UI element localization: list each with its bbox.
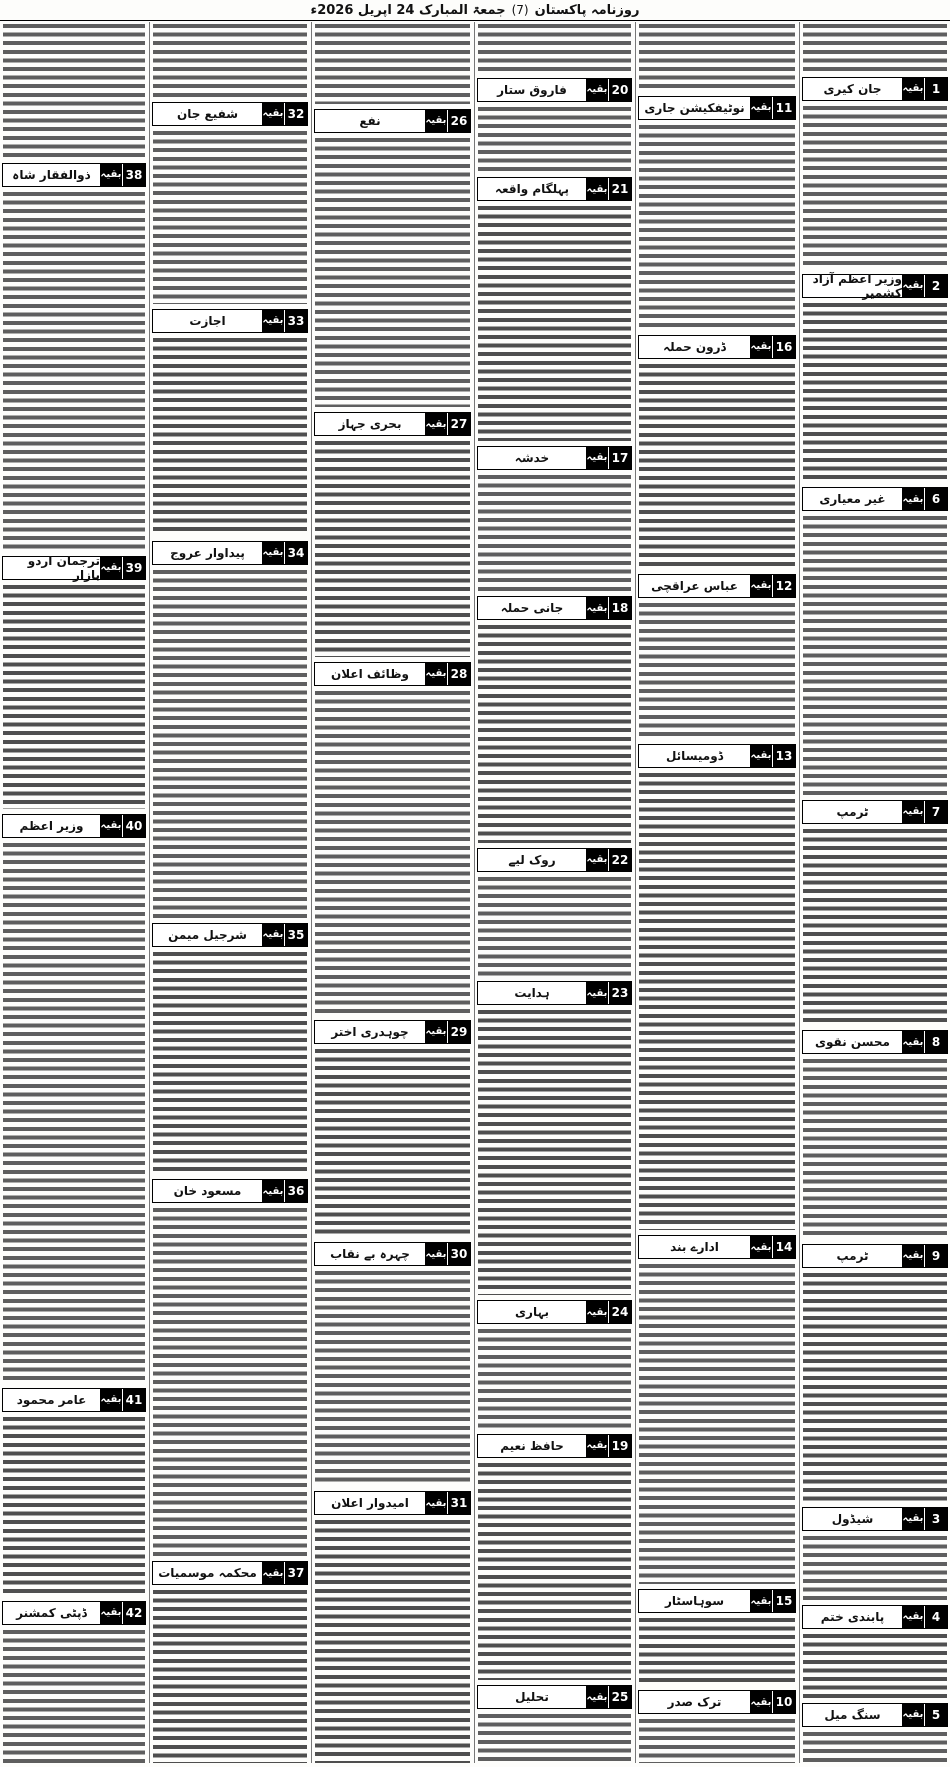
story-title: محسن نقوی xyxy=(803,1031,902,1053)
continued-tag: بقیہ xyxy=(586,1301,608,1323)
story-text xyxy=(3,1415,145,1596)
story-text xyxy=(478,875,631,976)
story-text xyxy=(315,1518,470,1763)
story-header xyxy=(152,923,308,947)
continued-tag: بقیہ xyxy=(586,79,608,101)
continued-tag: بقیہ xyxy=(262,924,284,946)
continued-tag: بقیہ xyxy=(902,801,924,823)
story-header xyxy=(802,1030,948,1054)
story-number: 10 xyxy=(772,1691,795,1713)
story-title: اجازت xyxy=(153,310,262,332)
story-number: 21 xyxy=(608,178,631,200)
story-number: 3 xyxy=(924,1508,947,1530)
story-text xyxy=(639,362,795,569)
story-text xyxy=(3,583,145,809)
story-number: 14 xyxy=(772,1236,795,1258)
story-text xyxy=(3,841,145,1383)
story-text xyxy=(315,1269,470,1486)
story-text xyxy=(153,129,307,304)
story-number: 12 xyxy=(772,575,795,597)
story-number: 7 xyxy=(924,801,947,823)
column-rule xyxy=(149,22,150,1763)
story-header xyxy=(638,574,796,598)
story-number: 28 xyxy=(447,663,470,685)
story-title: پابندی ختم xyxy=(803,1606,902,1628)
story-header xyxy=(477,78,632,102)
story-number: 39 xyxy=(122,557,145,579)
story-text xyxy=(153,950,307,1175)
story-header xyxy=(2,1601,146,1625)
story-text xyxy=(639,771,795,1231)
story-text xyxy=(803,104,947,269)
story-number: 6 xyxy=(924,488,947,510)
story-title: ذوالفقار شاہ xyxy=(3,164,100,186)
continued-tag: بقیہ xyxy=(902,1245,924,1267)
story-number: 31 xyxy=(447,1492,470,1514)
continued-tag: بقیہ xyxy=(902,1704,924,1726)
story-number: 23 xyxy=(608,982,631,1004)
column-3 xyxy=(475,22,634,1763)
story-title: ترجمان اردو بازار xyxy=(3,557,100,579)
story-number: 29 xyxy=(447,1021,470,1043)
story-title: وظائف اعلان xyxy=(315,663,425,685)
story-header xyxy=(477,177,632,201)
story-text xyxy=(315,439,470,656)
story-number: 32 xyxy=(284,103,307,125)
story-title: ترک صدر xyxy=(639,1691,750,1713)
story-title: پہلگام واقعہ xyxy=(478,178,586,200)
story-text xyxy=(478,1461,631,1681)
story-title: نوٹیفکیشن جاری xyxy=(639,97,750,119)
story-text xyxy=(478,623,631,843)
story-title: سوہاسٹار xyxy=(639,1590,750,1612)
story-text xyxy=(639,1262,795,1584)
story-title: بہاری xyxy=(478,1301,586,1323)
story-text xyxy=(478,204,631,441)
continued-tag: بقیہ xyxy=(100,1389,122,1411)
story-title: نفع xyxy=(315,110,425,132)
story-text xyxy=(639,1616,795,1685)
continued-tag: بقیہ xyxy=(262,103,284,125)
issue-date: جمعۃ المبارک 24 اپریل 2026ء xyxy=(310,2,506,18)
story-text xyxy=(315,689,470,1015)
story-header xyxy=(638,96,796,120)
story-text xyxy=(803,1534,947,1600)
story-number: 41 xyxy=(122,1389,145,1411)
story-number: 17 xyxy=(608,447,631,469)
story-header xyxy=(2,163,146,187)
story-text xyxy=(803,301,947,483)
continued-tag: بقیہ xyxy=(586,849,608,871)
story-header xyxy=(314,1242,471,1266)
story-title: وزیر اعظم آزاد کشمیر xyxy=(803,275,902,297)
continued-tag: بقیہ xyxy=(425,1243,447,1265)
story-title: ہدایت xyxy=(478,982,586,1004)
story-title: ادارے بند xyxy=(639,1236,750,1258)
story-title: چوہدری اختر xyxy=(315,1021,425,1043)
story-text xyxy=(315,136,470,408)
story-text xyxy=(153,1588,307,1763)
story-title: وزیر اعظم xyxy=(3,815,100,837)
story-title: ٹرمپ xyxy=(803,801,902,823)
story-header xyxy=(638,1235,796,1259)
continued-tag: بقیہ xyxy=(902,488,924,510)
story-title: جان کیری xyxy=(803,78,902,100)
continued-tag: بقیہ xyxy=(750,575,772,597)
continued-tag: بقیہ xyxy=(100,1602,122,1624)
story-header xyxy=(314,109,471,133)
continued-tag: بقیہ xyxy=(750,97,772,119)
column-rule xyxy=(474,22,475,1763)
story-text xyxy=(803,827,947,1025)
continued-tag: بقیہ xyxy=(586,1686,608,1708)
story-text xyxy=(478,1327,631,1428)
story-number: 19 xyxy=(608,1435,631,1457)
continued-tag: بقیہ xyxy=(902,1508,924,1530)
column-rule xyxy=(635,22,636,1763)
story-text xyxy=(3,22,145,158)
story-header xyxy=(802,77,948,101)
continued-tag: بقیہ xyxy=(262,542,284,564)
story-title: روک لیے xyxy=(478,849,586,871)
continued-tag: بقیہ xyxy=(586,178,608,200)
story-number: 27 xyxy=(447,413,470,435)
story-header xyxy=(802,800,948,824)
continued-tag: بقیہ xyxy=(262,1180,284,1202)
story-number: 8 xyxy=(924,1031,947,1053)
story-text xyxy=(803,1057,947,1239)
story-text xyxy=(3,190,145,551)
story-number: 4 xyxy=(924,1606,947,1628)
story-header xyxy=(638,335,796,359)
story-text xyxy=(478,22,631,73)
story-text xyxy=(803,1632,947,1698)
story-header xyxy=(477,981,632,1005)
story-title: شیڈول xyxy=(803,1508,902,1530)
story-number: 9 xyxy=(924,1245,947,1267)
continued-tag: بقیہ xyxy=(750,1590,772,1612)
continued-tag: بقیہ xyxy=(100,164,122,186)
story-number: 40 xyxy=(122,815,145,837)
continued-tag: بقیہ xyxy=(750,745,772,767)
story-number: 1 xyxy=(924,78,947,100)
story-text xyxy=(3,1628,145,1764)
story-title: شرجیل میمن xyxy=(153,924,262,946)
continued-tag: بقیہ xyxy=(902,78,924,100)
story-header xyxy=(152,1561,308,1585)
continued-tag: بقیہ xyxy=(100,557,122,579)
story-number: 16 xyxy=(772,336,795,358)
column-4 xyxy=(312,22,473,1763)
column-1 xyxy=(800,22,950,1763)
story-header xyxy=(152,1179,308,1203)
story-number: 22 xyxy=(608,849,631,871)
story-header xyxy=(314,662,471,686)
continued-tag: بقیہ xyxy=(902,275,924,297)
story-text xyxy=(153,22,307,97)
continued-tag: بقیہ xyxy=(425,413,447,435)
story-number: 35 xyxy=(284,924,307,946)
story-number: 20 xyxy=(608,79,631,101)
story-number: 24 xyxy=(608,1301,631,1323)
column-rule xyxy=(799,22,800,1763)
story-header xyxy=(638,1690,796,1714)
story-header xyxy=(638,744,796,768)
continued-tag: بقیہ xyxy=(425,1021,447,1043)
story-title: بحری جہاز xyxy=(315,413,425,435)
continued-tag: بقیہ xyxy=(586,1435,608,1457)
story-header xyxy=(802,487,948,511)
story-title: ڈپٹی کمشنر xyxy=(3,1602,100,1624)
story-header xyxy=(802,1244,948,1268)
continued-tag: بقیہ xyxy=(750,336,772,358)
story-title: مسعود خان xyxy=(153,1180,262,1202)
story-text xyxy=(803,22,947,72)
story-header xyxy=(2,814,146,838)
continued-tag: بقیہ xyxy=(262,310,284,332)
continued-tag: بقیہ xyxy=(586,982,608,1004)
story-text xyxy=(478,105,631,173)
continued-tag: بقیہ xyxy=(425,110,447,132)
story-header xyxy=(314,1020,471,1044)
story-title: جانی حملہ xyxy=(478,597,586,619)
story-text xyxy=(153,1206,307,1556)
column-2 xyxy=(636,22,798,1763)
story-header xyxy=(314,1491,471,1515)
story-header xyxy=(2,553,146,582)
story-title: حافظ نعیم xyxy=(478,1435,586,1457)
story-text xyxy=(315,1047,470,1237)
story-title: خدشہ xyxy=(478,447,586,469)
story-text xyxy=(478,1712,631,1763)
story-header xyxy=(477,596,632,620)
continued-tag: بقیہ xyxy=(425,1492,447,1514)
story-number: 2 xyxy=(924,275,947,297)
story-number: 38 xyxy=(122,164,145,186)
story-text xyxy=(639,123,795,330)
page-number: (7) xyxy=(511,3,529,17)
story-title: غیر معیاری xyxy=(803,488,902,510)
story-header xyxy=(2,1388,146,1412)
story-number: 42 xyxy=(122,1602,145,1624)
continued-tag: بقیہ xyxy=(100,815,122,837)
story-title: شفیع جان xyxy=(153,103,262,125)
story-number: 33 xyxy=(284,310,307,332)
story-number: 13 xyxy=(772,745,795,767)
story-title: ٹرمپ xyxy=(803,1245,902,1267)
story-header xyxy=(638,1589,796,1613)
column-5 xyxy=(150,22,310,1763)
story-title: فاروق ستار xyxy=(478,79,586,101)
story-title: عباس عراقچی xyxy=(639,575,750,597)
story-title: عامر محمود xyxy=(3,1389,100,1411)
story-text xyxy=(153,568,307,918)
story-title: پیداوار عروج xyxy=(153,542,262,564)
story-header xyxy=(802,1703,948,1727)
continued-tag: بقیہ xyxy=(902,1031,924,1053)
story-number: 25 xyxy=(608,1686,631,1708)
story-text xyxy=(639,22,795,91)
story-header xyxy=(802,271,948,300)
story-title: امیدوار اعلان xyxy=(315,1492,425,1514)
continued-tag: بقیہ xyxy=(750,1236,772,1258)
continued-tag: بقیہ xyxy=(262,1562,284,1584)
story-title: تحلیل xyxy=(478,1686,586,1708)
story-header xyxy=(152,102,308,126)
story-header xyxy=(152,309,308,333)
story-number: 26 xyxy=(447,110,470,132)
story-header xyxy=(477,1300,632,1324)
story-header xyxy=(477,1685,632,1709)
story-text xyxy=(803,1730,947,1763)
continued-tag: بقیہ xyxy=(425,663,447,685)
continued-tag: بقیہ xyxy=(750,1691,772,1713)
story-number: 15 xyxy=(772,1590,795,1612)
story-title: سنگ میل xyxy=(803,1704,902,1726)
masthead xyxy=(0,0,950,21)
story-text xyxy=(803,1271,947,1502)
story-number: 5 xyxy=(924,1704,947,1726)
column-rule xyxy=(311,22,312,1763)
story-number: 37 xyxy=(284,1562,307,1584)
story-number: 18 xyxy=(608,597,631,619)
story-header xyxy=(477,1434,632,1458)
story-title: ڈومیسائل xyxy=(639,745,750,767)
story-header xyxy=(314,412,471,436)
story-header xyxy=(802,1605,948,1629)
story-header xyxy=(152,541,308,565)
story-header xyxy=(802,1507,948,1531)
story-number: 36 xyxy=(284,1180,307,1202)
story-header xyxy=(477,446,632,470)
story-number: 30 xyxy=(447,1243,470,1265)
continued-tag: بقیہ xyxy=(902,1606,924,1628)
story-text xyxy=(639,1717,795,1763)
story-title: ڈرون حملہ xyxy=(639,336,750,358)
newspaper-name: روزنامہ پاکستان xyxy=(534,2,640,18)
story-text xyxy=(478,1008,631,1295)
story-text xyxy=(803,514,947,795)
continued-tag: بقیہ xyxy=(586,597,608,619)
story-text xyxy=(315,22,470,104)
story-number: 11 xyxy=(772,97,795,119)
story-text xyxy=(639,601,795,739)
story-text xyxy=(478,473,631,591)
story-header xyxy=(477,848,632,872)
story-title: چہرہ بے نقاب xyxy=(315,1243,425,1265)
story-number: 34 xyxy=(284,542,307,564)
continued-tag: بقیہ xyxy=(586,447,608,469)
story-text xyxy=(153,336,307,536)
column-6 xyxy=(0,22,148,1763)
story-title: محکمہ موسمیات xyxy=(153,1562,262,1584)
